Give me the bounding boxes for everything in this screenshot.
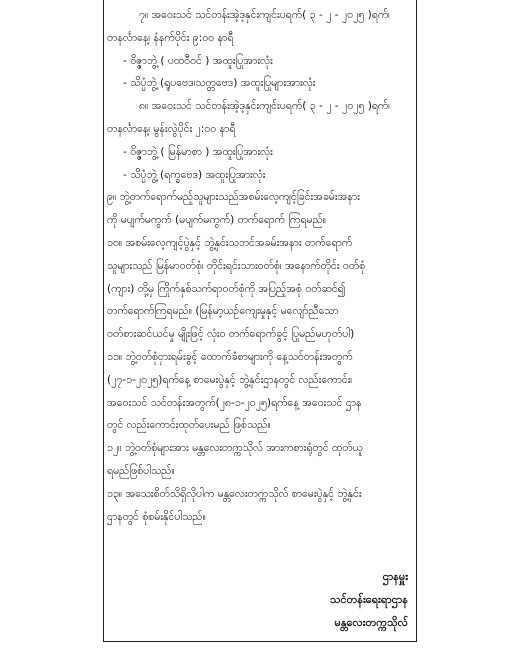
signature-university: မန္တလေးတက္ကသိုလ်	[334, 616, 408, 629]
text-line: - သိပ္ပံဘွဲ့ (ရူပဗေဒ၊သတ္တဗေဒ) အထူးပြုများအားလုံး	[123, 77, 316, 90]
text-line: - ဝိဇ္ဇာဘွဲ့ ( ပထဝီဝင် ) အထူးပြုအားလုံး	[123, 54, 273, 67]
text-line: ၁၂။ ဘွဲ့ဝတ်စုံများအား မန္တလေးတက္ကသိုလ် အားကစားရုံတွင် ထုတ်ယူ	[107, 442, 363, 455]
text-line: တနင်္လာနေ့၊ မွန်းလွဲပိုင်း ၂:၀၀ နာရီ	[107, 122, 236, 135]
text-line: ၇။ အဝေးသင် သင်တန်းအဲ့ဒ့နှင်းကျင်းပရက်( ၃ - ၂ - ၂၀၂၅ )ရက်၊	[139, 9, 390, 21]
text-line: - သိပ္ပံဘွဲ့ (ရက္ခဗေဒ) အထူးပြုအားလုံး	[123, 168, 266, 181]
text-line: ရမည်ဖြစ်ပါသည်။	[107, 464, 175, 477]
text-line: ဌာနတွင် စုံစမ်းနိုင်ပါသည်။	[107, 510, 206, 523]
text-line: ၈။ အဝေးသင် သင်တန်းအဲ့ဒ့နှင်းကျင်းပရက်( ၃ - ၂ - ၂၀၂၅ )ရက်၊	[139, 100, 390, 113]
text-line: ၉။ ဘွဲ့တက်ရောက်မည့်သူများသည်အစမ်းလေ့ကျင့်ခြင်းအခမ်းအနား	[107, 191, 360, 204]
text-line: ၁၃။ အသေးစိတ်သိရှိလိုပါက မန္တလေးတက္ကသိုလ် စာမေးပွဲနှင့် ဘွဲ့နှင်း	[107, 487, 362, 500]
text-line: တွင် လည်းကောင်းထုတ်ပေးမည် ဖြစ်သည်။	[107, 419, 271, 432]
text-line: (ကျား) တို့မှ ကြိုက်နှစ်သက်ရာဝတ်စုံကို အပြည့်အစုံ ဝတ်ဆင်၍	[107, 282, 346, 295]
text-line: ဝတ်စားဆင်ယင်မှု မျိုးဖြင့် လုံးဝ တက်ရောက်ခွင့် ပြုမည်မဟုတ်ပါ)	[107, 328, 355, 341]
document-body	[107, 4, 409, 528]
text-line: ၁၁။ ဘွဲ့ဝတ်စုံငှားရမ်းခွင့် ထောက်ခံစာများကို နေ့သင်တန်းအတွက်	[107, 350, 353, 363]
text-line: ၁၀။ အစမ်းလေ့ကျင့်ပွဲနှင့် ဘွဲ့နှင်းသဘင်အခမ်းအနား တက်ရောက်	[107, 236, 353, 249]
text-line: - ဝိဇ္ဇာဘွဲ့ ( မြန်မာစာ ) အထူးပြုအားလုံး	[123, 145, 273, 158]
text-line: တက်ရောက်ကြရမည်။ (မြန်မာ့ယဉ်ကျေးမှုနှင့် မလျော်ညီသော	[107, 305, 339, 318]
text-line: (၂၇-၁-၂၀၂၅)ရက်နေ့ စာမေးပွဲနှင့် ဘွဲ့နှင်းဌာနတွင် လည်းကောင်း၊	[107, 373, 353, 386]
text-line: သူများသည် မြန်မာဝတ်စုံ၊ တိုင်းရင်းသားဝတ်စုံ၊ အနောက်တိုင်း ဝတ်စုံ	[107, 259, 366, 272]
text-line: တနင်္လာနေ့၊ နံနက်ပိုင်း ၉:၀၀ နာရီ	[107, 31, 234, 44]
signature-title: ဌာနမှူး	[382, 570, 408, 583]
text-line: ကို မပျက်မကွက် (မပျက်မကွက်) တက်ရောက် ကြရမည်။	[107, 214, 326, 227]
signature-block	[330, 565, 408, 634]
text-line: အဝေးသင် သင်တန်းအတွက်(၂၈-၁-၂၀၂၅)ရက်နေ့ အဝေးသင် ဌာန	[107, 396, 362, 409]
signature-department: သင်တန်းရေးရာဌာန	[329, 593, 408, 606]
